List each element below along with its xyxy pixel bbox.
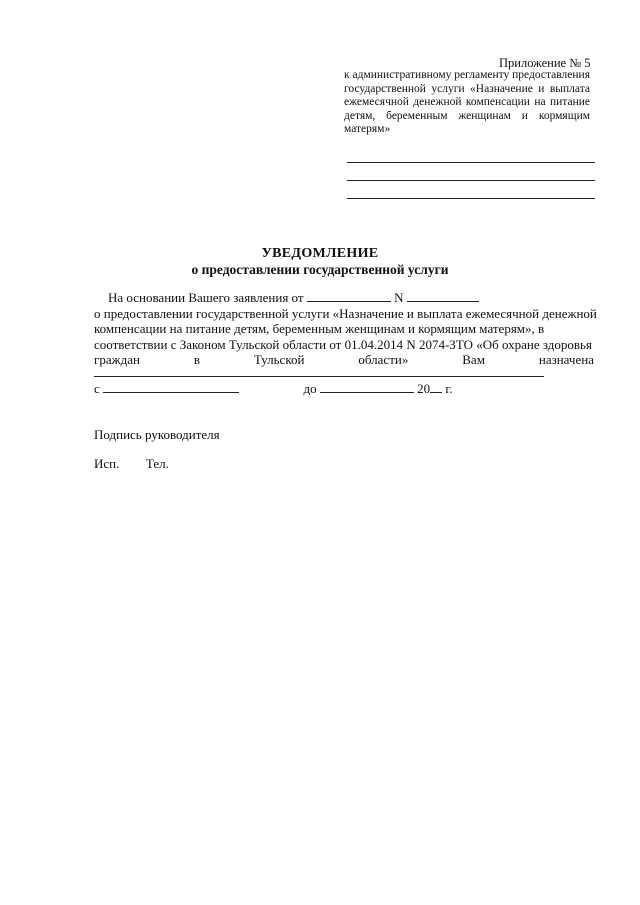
body-line-5-word: в: [193, 352, 200, 367]
phone-label: Тел.: [145, 456, 169, 471]
addressee-line-1[interactable]: [347, 162, 595, 163]
body-line-4-text: соответствии с Законом Тульской области от 01.04.2014 N 2074-ЗТО «Об охране здоровья: [94, 337, 592, 352]
body-line-4: [94, 337, 594, 352]
appendix-text: к административному регламенту предоставления государственной услуги «Назначение и выплата ежемесячной денежной компенсации на питание детям, беременным женщинам и кормящим матерям»: [344, 69, 590, 136]
application-date-field[interactable]: [307, 290, 391, 302]
body-line-1-n: N: [394, 290, 404, 305]
addressee-line-2[interactable]: [347, 180, 595, 181]
year-prefix: 20: [417, 381, 431, 396]
body-line-3-text: компенсации на питание детям, беременным женщинам и кормящим матерям», в: [94, 321, 545, 336]
executor-row: [94, 456, 169, 472]
body-line-2-text: о предоставлении государственной услуги «Назначение и выплата ежемесячной денежной: [94, 306, 597, 321]
body-line-5-word: Вам: [462, 352, 485, 367]
body-line-1-text: На основании Вашего заявления от: [108, 290, 304, 305]
from-date-field[interactable]: [103, 381, 239, 393]
body-line-5-word: граждан: [94, 352, 140, 367]
executor-label: Исп.: [94, 456, 120, 471]
body-line-2: [94, 306, 597, 321]
from-label: с: [94, 381, 100, 396]
to-date-field[interactable]: [320, 381, 414, 393]
year-field[interactable]: [430, 381, 442, 393]
body-line-5: [94, 352, 594, 367]
notice-title: УВЕДОМЛЕНИЕ: [261, 246, 379, 261]
benefit-description-field[interactable]: [94, 376, 544, 377]
year-suffix: г.: [445, 381, 453, 396]
to-label: до: [303, 381, 317, 396]
application-number-field[interactable]: [407, 290, 479, 302]
period-row: [94, 381, 453, 397]
body-line-5-word: Тульской: [253, 352, 305, 367]
appendix-title: Приложение № 5: [499, 56, 591, 70]
notice-subtitle: о предоставлении государственной услуги: [191, 262, 449, 277]
signature-label: Подпись руководителя: [94, 427, 220, 442]
body-line-1: [108, 290, 528, 305]
addressee-line-3[interactable]: [347, 198, 595, 199]
body-line-5-word: назначена: [538, 352, 594, 367]
body-line-5-word: области»: [358, 352, 409, 367]
body-line-3: [94, 321, 594, 336]
